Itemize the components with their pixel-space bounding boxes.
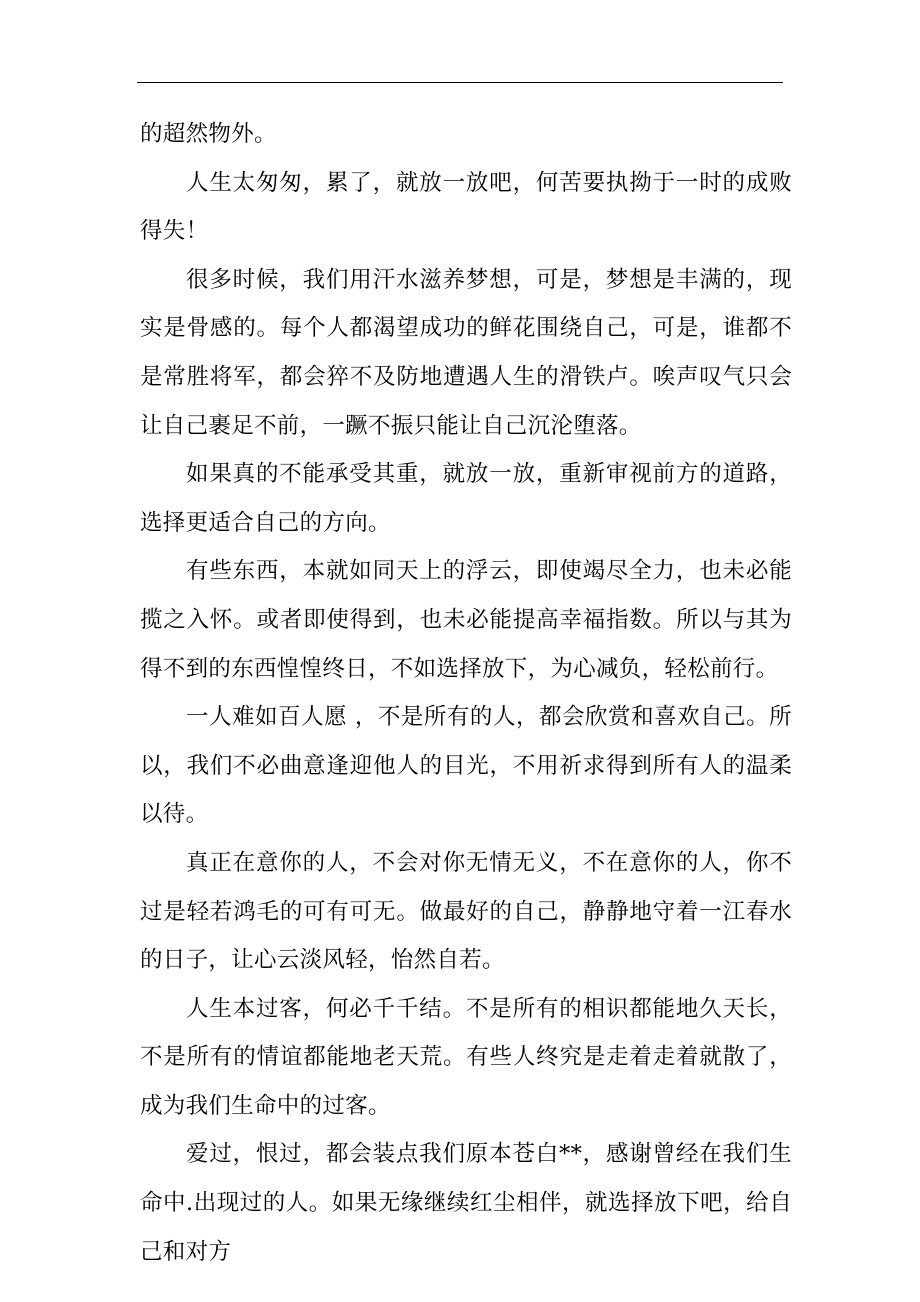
- paragraph: 人生本过客，何必千千结。不是所有的相识都能地久天长，不是所有的情谊都能地老天荒。有些人终究是走着走着就散了，成为我们生命中的过客。: [140, 995, 792, 1119]
- paragraph: 一人难如百人愿 ，不是所有的人，都会欣赏和喜欢自己。所以，我们不必曲意逢迎他人的目光，不用祈求得到所有人的温柔以待。: [140, 704, 792, 828]
- paragraph: 爱过，恨过，都会装点我们原本苍白**，感谢曾经在我们生命中.出现过的人。如果无缘继续红尘相伴，就选择放下吧，给自己和对方: [140, 1141, 792, 1265]
- paragraph: 如果真的不能承受其重，就放一放，重新审视前方的道路，选择更适合自己的方向。: [140, 461, 792, 536]
- header-rule: [137, 82, 783, 83]
- paragraph-continued: 的超然物外。: [140, 121, 277, 147]
- paragraph: 很多时候，我们用汗水滋养梦想，可是，梦想是丰满的，现实是骨感的。每个人都渴望成功的鲜花围绕自己，可是，谁都不是常胜将军，都会猝不及防地遭遇人生的滑铁卢。唉声叹气只会让自己裹足不前，一蹶不振只能让自己沉沦堕落。: [140, 266, 792, 439]
- paragraph: 人生太匆匆，累了，就放一放吧，何苦要执拗于一时的成败得失！: [140, 169, 792, 245]
- body-text: [140, 110, 792, 1276]
- paragraph: 有些东西，本就如同天上的浮云，即使竭尽全力，也未必能揽之入怀。或者即使得到，也未必能提高幸福指数。所以与其为得不到的东西惶惶终日，不如选择放下，为心减负，轻松前行。: [140, 558, 792, 682]
- paragraph: 真正在意你的人，不会对你无情无义，不在意你的人，你不过是轻若鸿毛的可有可无。做最好的自己，静静地守着一江春水的日子，让心云淡风轻，怡然自若。: [140, 849, 792, 974]
